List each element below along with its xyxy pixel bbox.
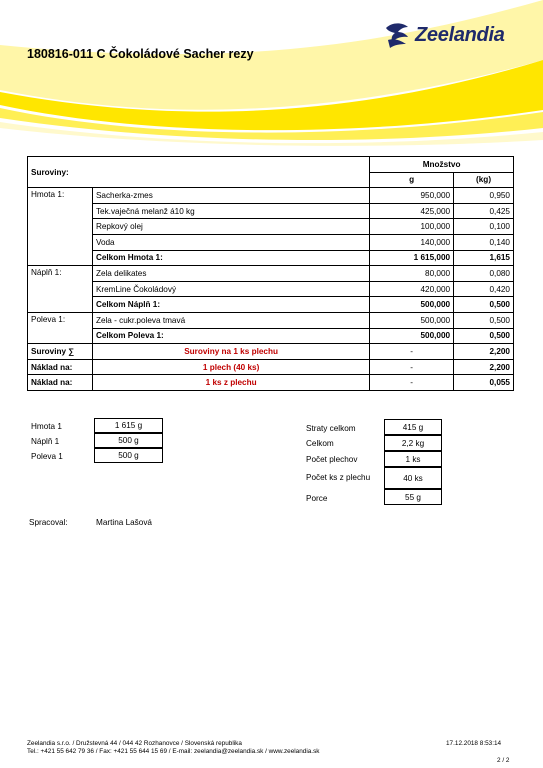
mass-value: 500 g <box>94 433 163 448</box>
raw-materials-header: Suroviny: <box>28 157 370 188</box>
total-kg: 0,500 <box>454 297 514 313</box>
total-name: Celkom Hmota 1: <box>92 250 369 266</box>
ingredient-g: 80,000 <box>370 266 454 282</box>
total-g: 500,000 <box>370 297 454 313</box>
summary-label: Náklad na: <box>28 359 93 375</box>
total-name: Celkom Poleva 1: <box>92 328 369 344</box>
ingredient-kg: 0,950 <box>454 188 514 204</box>
total-g: 1 615,000 <box>370 250 454 266</box>
portion-value: 55 g <box>384 489 442 505</box>
total-g: 500,000 <box>370 328 454 344</box>
summary-kg: 2,200 <box>454 359 514 375</box>
mass-value: 500 g <box>94 448 163 463</box>
ingredient-name: KremLine Čokoládový <box>92 281 369 297</box>
ingredient-kg: 0,420 <box>454 281 514 297</box>
processed-name: Martina Lašová <box>96 517 152 527</box>
ingredient-g: 100,000 <box>370 219 454 235</box>
mass-label: Hmota 1 <box>31 421 62 431</box>
footer-contact: Tel.: +421 55 642 79 36 / Fax: +421 55 644 15 69 / E-mail: zeelandia@zeelandia.sk / www.zeelandia.sk <box>27 748 320 755</box>
ingredient-kg: 0,080 <box>454 266 514 282</box>
ingredient-kg: 0,500 <box>454 312 514 328</box>
ingredient-g: 425,000 <box>370 203 454 219</box>
mass-label: Náplň 1 <box>31 436 60 446</box>
mass-value: 1 615 g <box>94 418 163 433</box>
brand-name: Zeelandia <box>415 23 505 46</box>
summary-desc: Suroviny na 1 ks plechu <box>92 344 369 360</box>
ingredient-kg: 0,140 <box>454 234 514 250</box>
footer-address: Zeelandia s.r.o. / Družstevná 44 / 044 42 Rozhanovce / Slovenská republika <box>27 740 242 747</box>
ingredient-kg: 0,425 <box>454 203 514 219</box>
group-label: Hmota 1: <box>28 188 93 266</box>
ingredient-g: 950,000 <box>370 188 454 204</box>
losses-label: Straty celkom <box>306 423 356 433</box>
summary-desc: 1 plech (40 ks) <box>92 359 369 375</box>
trays-label: Počet plechov <box>306 454 358 464</box>
summary-kg: 2,200 <box>454 344 514 360</box>
ingredient-name: Zela - cukr.poleva tmavá <box>92 312 369 328</box>
summary-label: Suroviny ∑ <box>28 344 93 360</box>
summary-g: - <box>370 344 454 360</box>
trays-value: 1 ks <box>384 451 442 467</box>
ingredient-kg: 0,100 <box>454 219 514 235</box>
ingredient-g: 140,000 <box>370 234 454 250</box>
total-value: 2,2 kg <box>384 435 442 451</box>
ingredient-name: Tek.vaječná melanž á10 kg <box>92 203 369 219</box>
unit-g-header: g <box>370 172 454 188</box>
summary-label: Náklad na: <box>28 375 93 391</box>
pieces-value: 40 ks <box>384 467 442 489</box>
losses-value: 415 g <box>384 419 442 435</box>
quantity-header: Množstvo <box>370 157 514 173</box>
ingredient-name: Repkový olej <box>92 219 369 235</box>
summary-kg: 0,055 <box>454 375 514 391</box>
page-number: 2 / 2 <box>497 757 510 764</box>
total-name: Celkom Náplň 1: <box>92 297 369 313</box>
processed-label: Spracoval: <box>29 517 68 527</box>
footer <box>27 740 319 756</box>
total-label: Celkom <box>306 438 334 448</box>
unit-kg-header: (kg) <box>454 172 514 188</box>
ingredient-g: 500,000 <box>370 312 454 328</box>
footer-datetime: 17.12.2018 8:53:14 <box>446 740 502 747</box>
ingredient-name: Zela delikates <box>92 266 369 282</box>
document-title: 180816-011 C Čokoládové Sacher rezy <box>27 47 254 61</box>
summary-g: - <box>370 375 454 391</box>
pieces-label: Počet ks z plechu <box>306 473 371 483</box>
total-kg: 0,500 <box>454 328 514 344</box>
ingredient-name: Voda <box>92 234 369 250</box>
summary-desc: 1 ks z plechu <box>92 375 369 391</box>
group-label: Poleva 1: <box>28 312 93 343</box>
ingredient-g: 420,000 <box>370 281 454 297</box>
summary-g: - <box>370 359 454 375</box>
mass-label: Poleva 1 <box>31 451 63 461</box>
total-kg: 1,615 <box>454 250 514 266</box>
ingredient-name: Sacherka-zmes <box>92 188 369 204</box>
portion-label: Porce <box>306 493 328 503</box>
group-label: Náplň 1: <box>28 266 93 313</box>
